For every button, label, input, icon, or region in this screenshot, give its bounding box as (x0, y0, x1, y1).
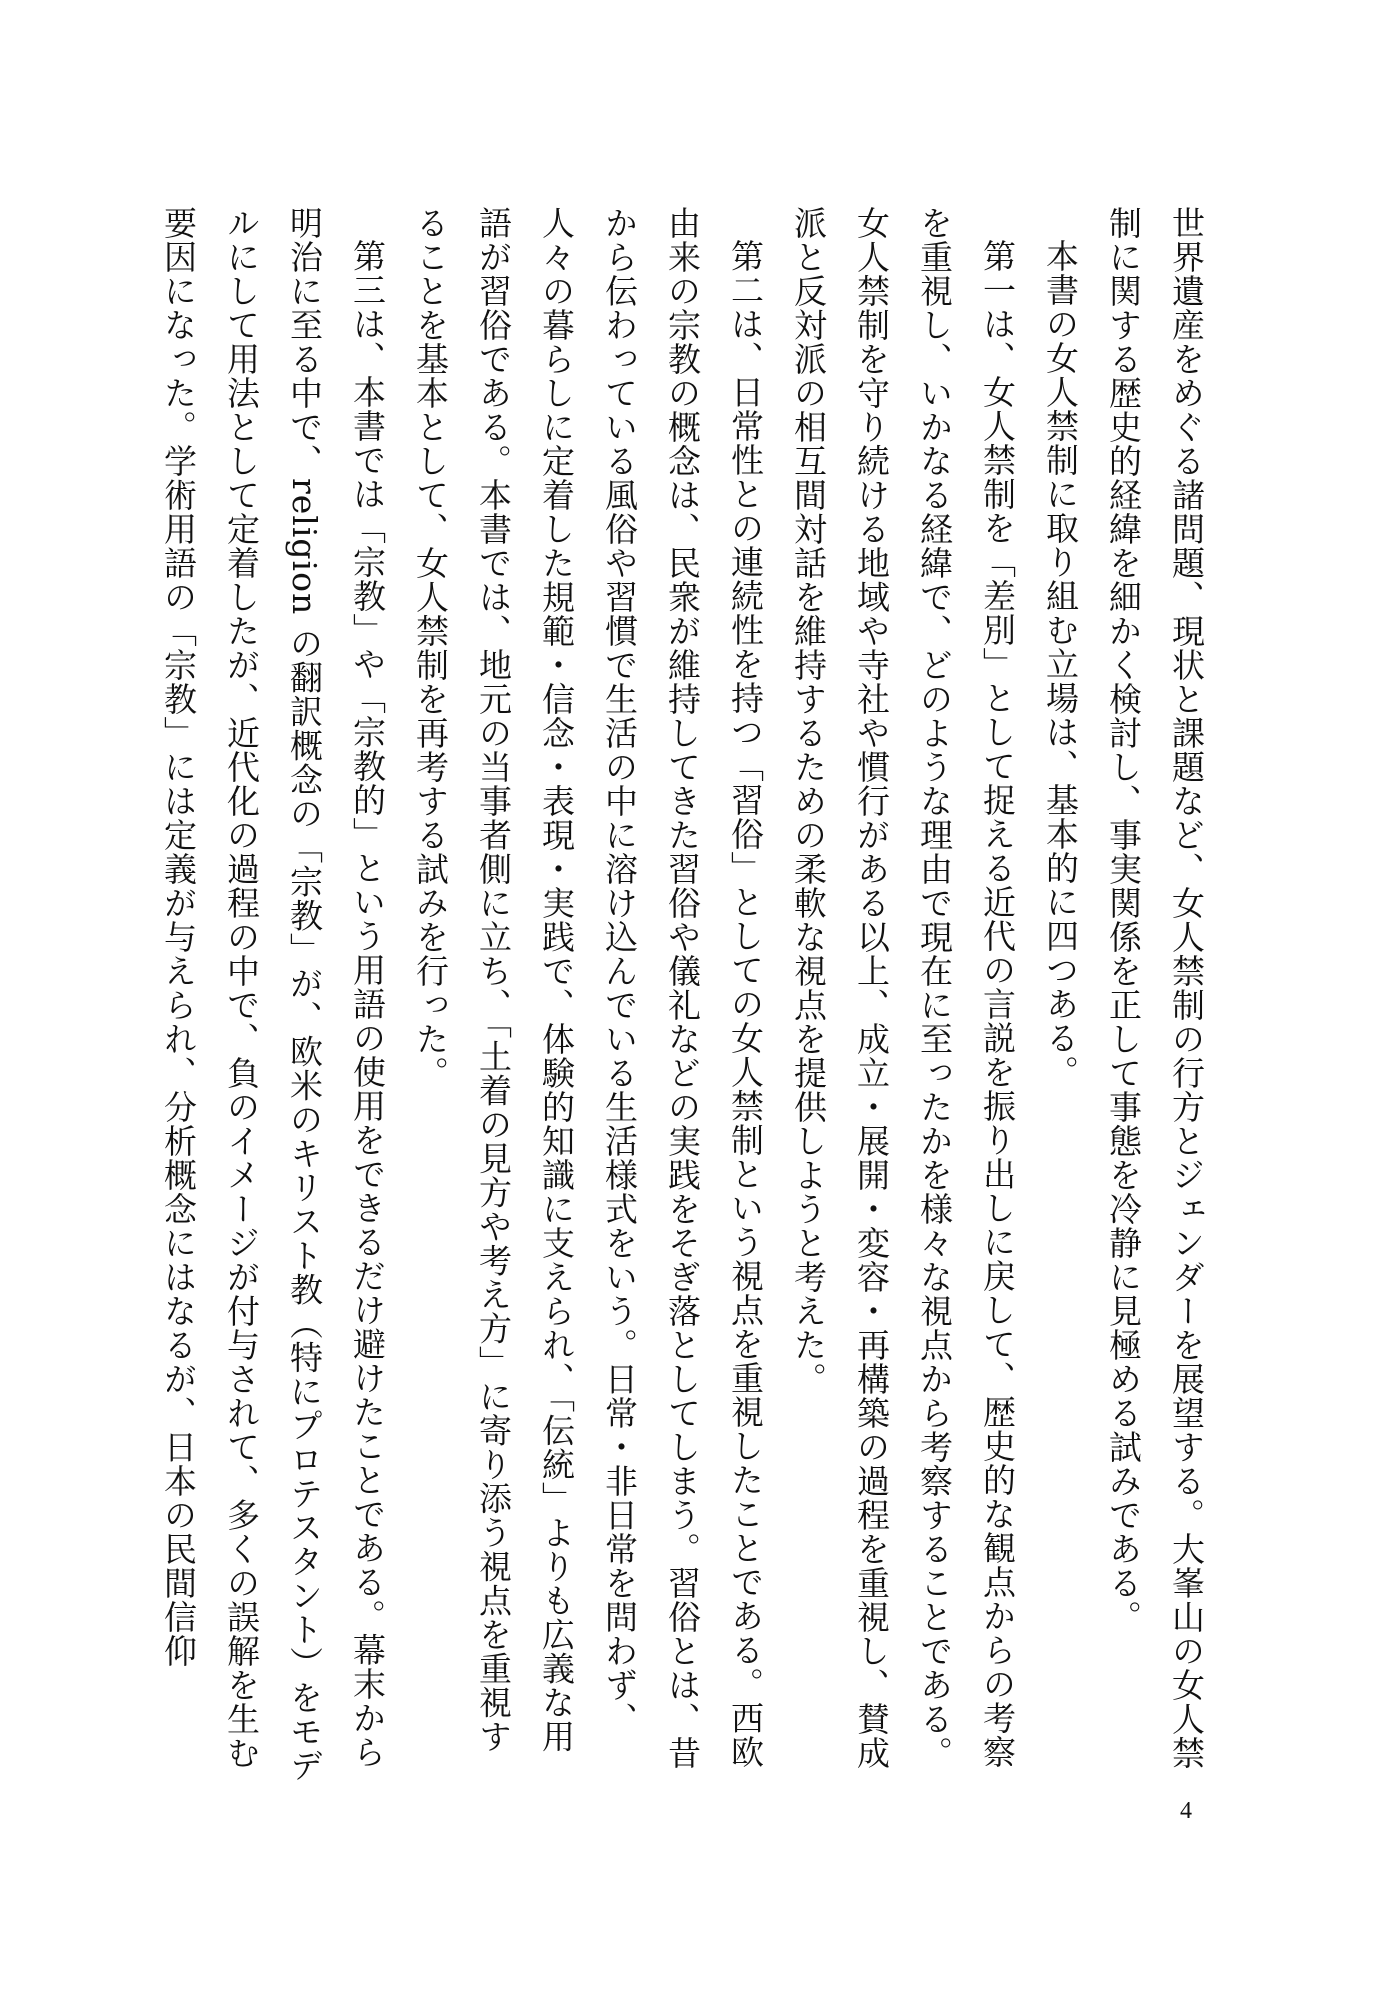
paragraph-first-position: 第一は、女人禁制を「差別」として捉える近代の言説を振り出しに戻して、歴史的な観点からの考察を重視し、いかなる経緯で、どのような理由で現在に至ったかを様々な視点から考察することである。女人禁制を守り続ける地域や寺社や慣行がある以上、成立・展開・変容・再構築の過程を重視し、賛成派と反対派の相互間対話を維持するための柔軟な視点を提供しようと考えた。 (789, 206, 1017, 1770)
page-number: 4 (1180, 1798, 1192, 1824)
paragraph-intro-continuation: 世界遺産をめぐる諸問題、現状と課題など、女人禁制の行方とジェンダーを展望する。大峯山の女人禁制に関する歴史的経緯を細かく検討し、事実関係を正して事態を冷静に見極める試みである。 (1104, 206, 1206, 1770)
paragraph-second-position: 第二は、日常性との連続性を持つ「習俗」としての女人禁制という視点を重視したことである。西欧由来の宗教の概念は、民衆が維持してきた習俗や儀礼などの実践をそぎ落としてしまう。習俗とは、昔から伝わっている風俗や習慣で生活の中に溶け込んでいる生活様式をいう。日常・非日常を問わず、人々の暮らしに定着した規範・信念・表現・実践で、体験的知識に支えられ、「伝統」よりも広義な用語が習俗である。本書では、地元の当事者側に立ち、「土着の見方や考え方」に寄り添う視点を重視することを基本として、女人禁制を再考する試みを行った。 (411, 206, 765, 1770)
vertical-text-body (158, 206, 1218, 1786)
paragraph-four-positions: 本書の女人禁制に取り組む立場は、基本的に四つある。 (1041, 239, 1080, 1089)
paragraph-third-position: 第三は、本書では「宗教」や「宗教的」という用語の使用をできるだけ避けたことである。幕末から明治に至る中で、religion の翻訳概念の「宗教」が、欧米のキリスト教（特にプロテスタント）をモデルにして用法として定着したが、近代化の過程の中で、負のイメージが付与されて、多くの誤解を生む要因になった。学術用語の「宗教」には定義が与えられ、分析概念にはなるが、日本の民間信仰 (159, 206, 387, 1783)
